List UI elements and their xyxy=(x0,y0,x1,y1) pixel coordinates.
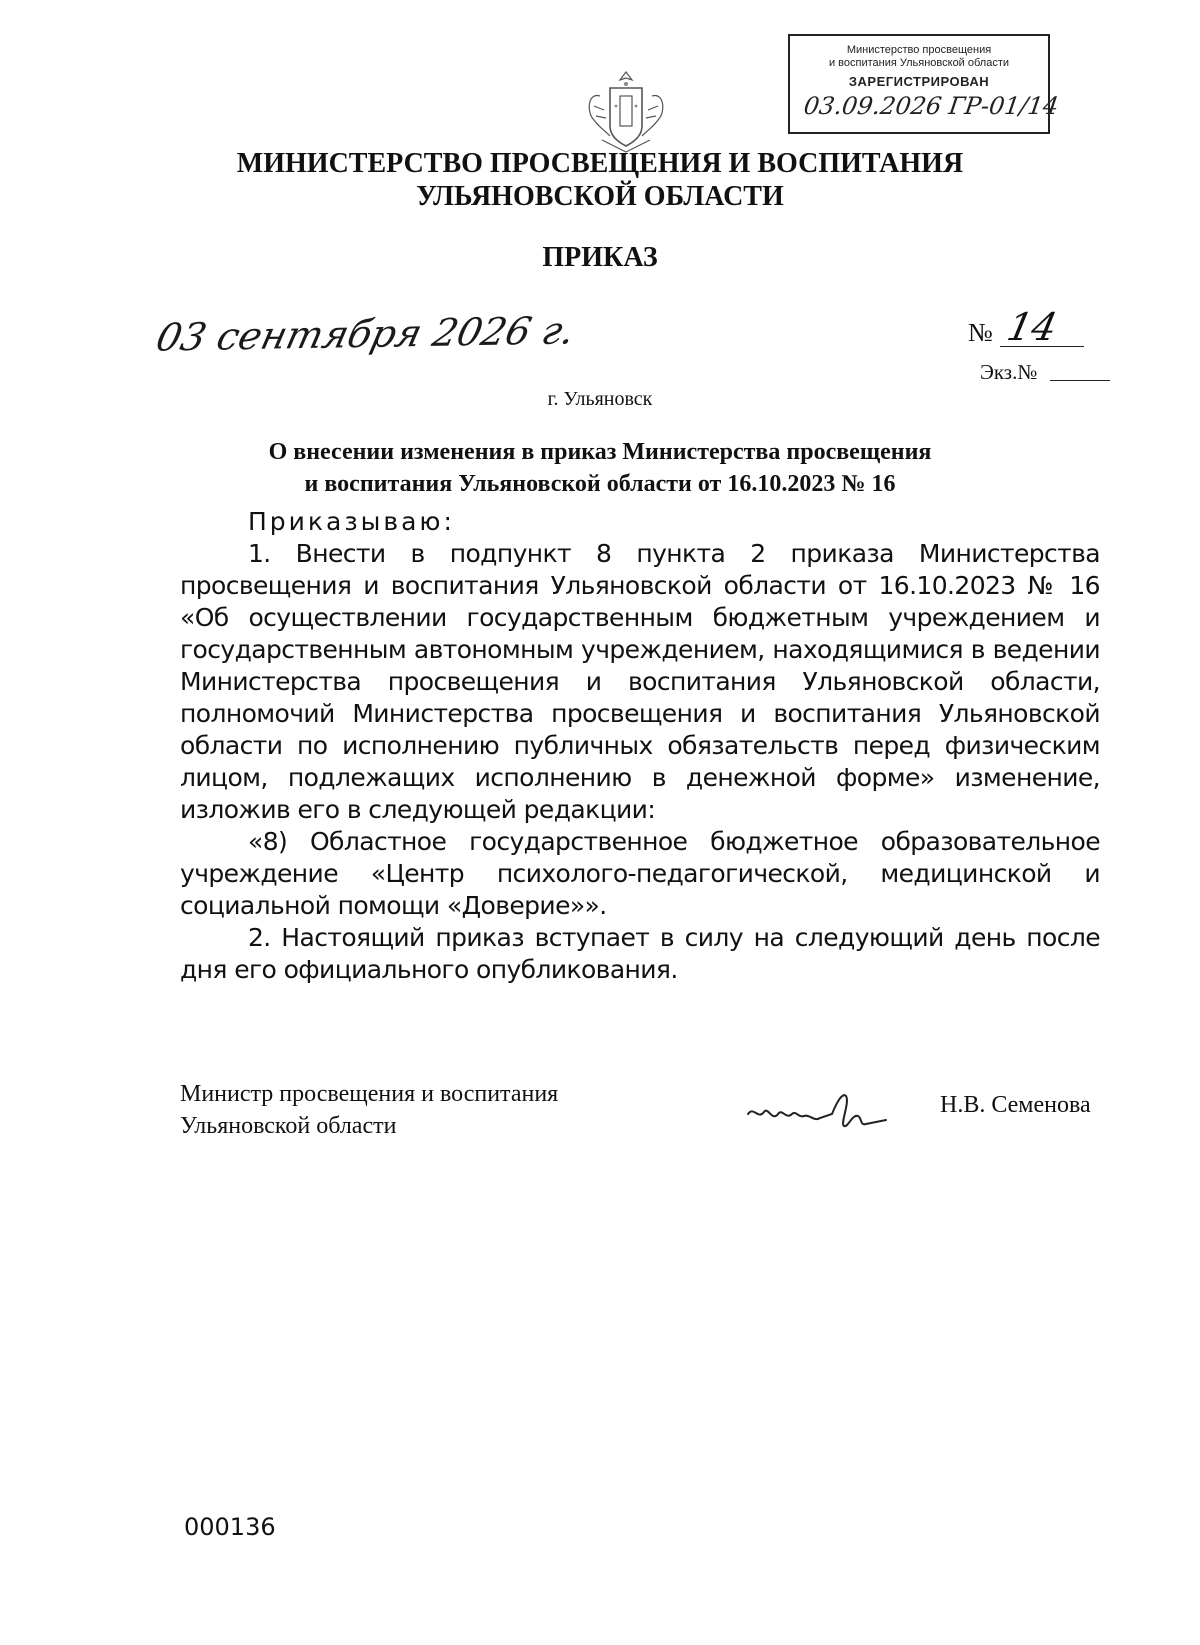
ministry-title-line2: УЛЬЯНОВСКОЙ ОБЛАСТИ xyxy=(416,181,784,212)
handwritten-signature-icon xyxy=(740,1084,890,1140)
copy-label: Экз.№ xyxy=(980,360,1038,384)
ministry-title-line1: МИНИСТЕРСТВО ПРОСВЕЩЕНИЯ И ВОСПИТАНИЯ xyxy=(236,148,964,179)
signer-name: Н.В. Семенова xyxy=(940,1092,1091,1118)
stamp-status: ЗАРЕГИСТРИРОВАН xyxy=(848,74,990,89)
order-body xyxy=(180,506,1100,986)
signer-title-line1: Министр просвещения и воспитания xyxy=(180,1081,559,1107)
order-item-2: 2. Настоящий приказ вступает в силу на следующий день после дня его официального опубликования. xyxy=(180,923,1100,984)
document-type: ПРИКАЗ xyxy=(542,242,658,273)
order-item-1: 1. Внести в подпункт 8 пункта 2 приказа Министерства просвещения и воспитания Ульяновской области от 16.10.2023 № 16 «Об осуществлении государственным бюджетным учреждением и государственным автономным учреждением, находящимися в ведении Министерства просвещения и воспитания Ульяновской области, полномочий Министерства просвещения и воспитания Ульяновской области по исполнению публичных обязательств перед физическим лицом, подлежащих исполнению в денежной форме» изменение, изложив его в следующей редакции: xyxy=(180,539,1100,824)
stamp-org-line1: Министерство просвещения xyxy=(846,44,992,56)
stamp-registration-number: 03.09.2026 ГР-01/14 xyxy=(802,92,1061,120)
handwritten-number: 14 xyxy=(1003,305,1062,349)
number-underline xyxy=(1000,346,1084,347)
order-subject xyxy=(0,436,1200,500)
order-intro: Приказываю: xyxy=(248,507,455,536)
order-item-1-quote: «8) Областное государственное бюджетное образовательное учреждение «Центр психолого-педагогической, медицинской и социальной помощи «Доверие»». xyxy=(180,827,1100,920)
document-code: 000136 xyxy=(184,1513,276,1541)
stamp-org-line2: и воспитания Ульяновской области xyxy=(828,57,1010,69)
city: г. Ульяновск xyxy=(547,388,653,410)
signer-title-line2: Ульяновской области xyxy=(180,1113,397,1139)
handwritten-date: 03 сентября 2026 г. xyxy=(152,308,580,360)
subject-line1: О внесении изменения в приказ Министерства просвещения xyxy=(268,439,932,465)
copy-underline xyxy=(1050,380,1110,381)
registration-stamp xyxy=(788,34,1061,134)
number-label: № xyxy=(968,318,993,347)
subject-line2: и воспитания Ульяновской области от 16.10.2023 № 16 xyxy=(304,471,896,497)
coat-of-arms-icon xyxy=(580,66,672,156)
signer-title xyxy=(180,1078,558,1142)
